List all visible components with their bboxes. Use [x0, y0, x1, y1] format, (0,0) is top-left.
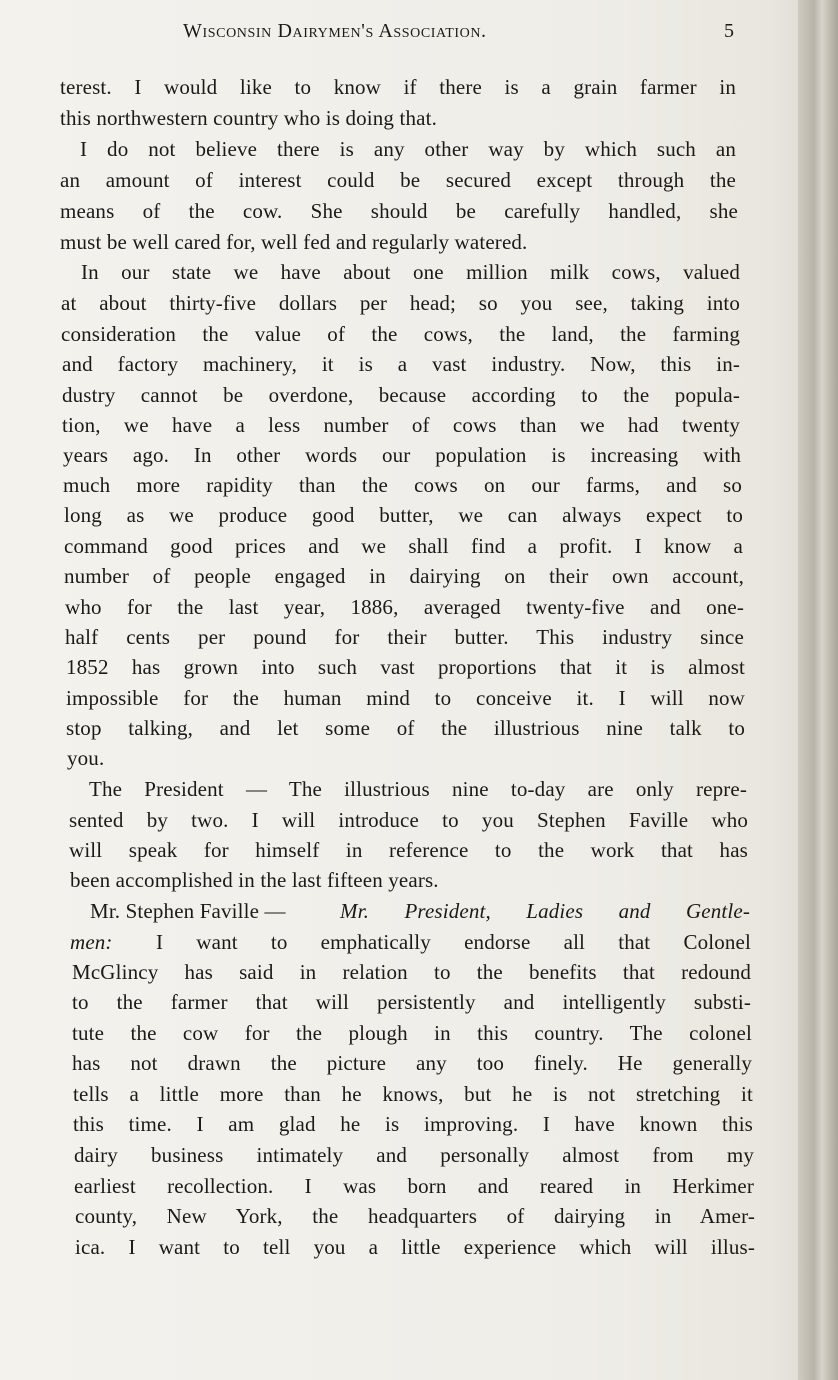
text-line: must be well cared for, well fed and regularly watered. — [60, 230, 528, 254]
text-line: 1852 has grown into such vast proportions that it is almost — [66, 655, 745, 679]
book-spine-edge — [798, 0, 838, 1380]
text-line: tute the cow for the plough in this country. The colonel — [72, 1021, 752, 1045]
text-line: impossible for the human mind to conceive it. I will now — [66, 686, 745, 710]
text-line: number of people engaged in dairying on their own account, — [64, 564, 744, 588]
text-line: ica. I want to tell you a little experience which will illus- — [75, 1235, 755, 1259]
text-line: long as we produce good butter, we can always expect to — [64, 503, 743, 527]
text-line: been accomplished in the last fifteen years. — [70, 868, 439, 892]
text-line: I do not believe there is any other way by which such an — [80, 137, 736, 161]
text-line: sented by two. I will introduce to you Stephen Faville who — [69, 808, 748, 832]
text-line: McGlincy has said in relation to the benefits that redound — [72, 960, 751, 984]
text-line: command good prices and we shall find a profit. I know a — [64, 534, 743, 558]
text-line: In our state we have about one million milk cows, valued — [81, 260, 740, 284]
page-header — [0, 20, 798, 46]
speaker-name: Mr. Stephen Faville — — [90, 899, 286, 923]
text-line: I want to emphatically endorse all that Colonel — [156, 930, 751, 954]
text-line: to the farmer that will persistently and intelligently substi- — [72, 990, 751, 1014]
text-line: at about thirty-five dollars per head; so you see, taking into — [61, 291, 740, 315]
text-line: an amount of interest could be secured except through the — [60, 168, 736, 192]
text-line: tells a little more than he knows, but he is not stretching it — [73, 1082, 753, 1106]
salutation-italic: Mr. President, Ladies and Gentle- — [340, 899, 750, 923]
text-line: earliest recollection. I was born and reared in Herkimer — [74, 1174, 754, 1198]
text-line: will speak for himself in reference to the work that has — [69, 838, 748, 862]
text-line: dairy business intimately and personally almost from my — [74, 1143, 754, 1167]
text-line: half cents per pound for their butter. This industry since — [65, 625, 744, 649]
text-line: tion, we have a less number of cows than we had twenty — [62, 413, 740, 437]
text-line: county, New York, the headquarters of dairying in Amer- — [75, 1204, 755, 1228]
running-head: Wisconsin Dairymen's Association. — [183, 20, 487, 42]
text-line: years ago. In other words our population is increasing with — [63, 443, 741, 467]
text-line: stop talking, and let some of the illustrious nine talk to — [66, 716, 745, 740]
text-line: much more rapidity than the cows on our farms, and so — [63, 473, 742, 497]
text-line: this time. I am glad he is improving. I have known this — [73, 1112, 753, 1136]
salutation-italic-end: men: — [70, 930, 113, 954]
page-number: 5 — [724, 20, 734, 42]
text-line: means of the cow. She should be carefully handled, she — [60, 199, 738, 223]
text-line: The President — The illustrious nine to-day are only repre- — [89, 777, 747, 801]
text-line: has not drawn the picture any too finely. He generally — [72, 1051, 752, 1075]
text-line: this northwestern country who is doing that. — [60, 106, 437, 130]
text-line: dustry cannot be overdone, because according to the popula- — [62, 383, 740, 407]
text-line: terest. I would like to know if there is a grain farmer in — [60, 75, 736, 99]
text-line: who for the last year, 1886, averaged twenty-five and one- — [65, 595, 744, 619]
text-line: and factory machinery, it is a vast industry. Now, this in- — [62, 352, 740, 376]
text-line: you. — [67, 746, 105, 770]
text-line: consideration the value of the cows, the land, the farming — [61, 322, 740, 346]
